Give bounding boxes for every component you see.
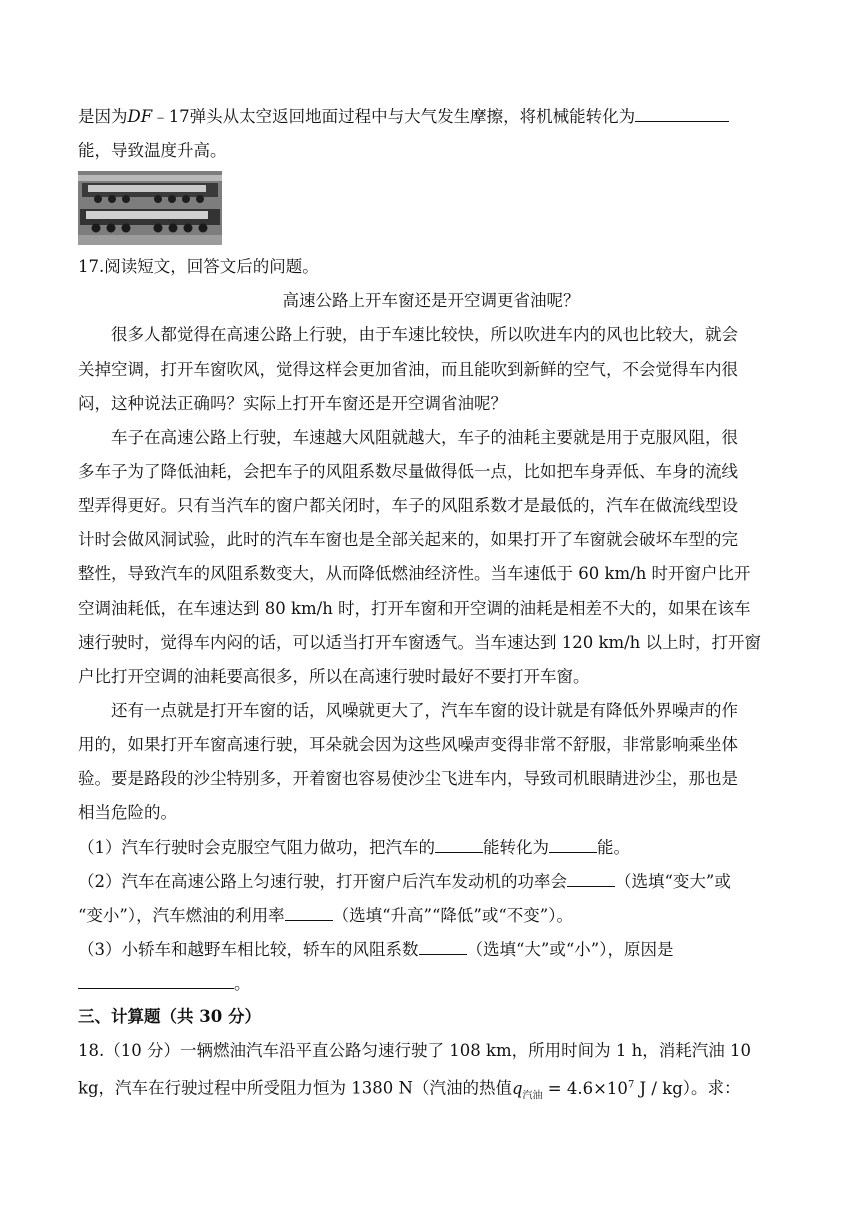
q18-line-1: 18.（10 分）一辆燃油汽车沿平直公路匀速行驶了 108 km，所用时间为 1 h，消耗汽油 10 xyxy=(78,1041,751,1060)
answer-blank[interactable] xyxy=(635,104,729,122)
p2-line-3: 型弄得更好。只有当汽车的窗户都关闭时，车子的风阻系数才是最低的，汽车在做流线型设 xyxy=(78,496,738,515)
answer-blank[interactable] xyxy=(567,869,615,887)
p3-line-2: 用的，如果打开车窗高速行驶，耳朵就会因为这些风噪声变得非常不舒服，非常影响乘坐体 xyxy=(78,735,738,754)
q16-line-2: 能，导致温度升高。 xyxy=(78,141,227,160)
p2-line-8: 户比打开空调的油耗要高很多，所以在高速行驶时最好不要打开车窗。 xyxy=(78,667,590,686)
p2-line-1: 车子在高速公路上行驶，车速越大风阻就越大，车子的油耗主要就是用于克服风阻，很 xyxy=(111,428,738,447)
sub-question-2-line-2: “变小”），汽车燃油的利用率 （选填“升高”“降低”或“不变”）。 xyxy=(78,903,573,928)
sub-question-2-line-1: （2）汽车在高速公路上匀速行驶，打开窗户后汽车发动机的功率会 （选填“变大”或 xyxy=(78,869,731,894)
answer-blank[interactable] xyxy=(78,971,234,989)
p2-line-7: 速行驶时，觉得车内闷的话，可以适当打开车窗透气。当车速达到 120 km/h 以上时，打开窗 xyxy=(78,633,762,652)
p2-line-4: 计时会做风洞试验，此时的汽车车窗也是全部关起来的，如果打开了车窗就会破坏车型的完 xyxy=(78,530,738,549)
sub-question-3-line-1: （3）小轿车和越野车相比较，轿车的风阻系数 （选填“大”或“小”），原因是 xyxy=(78,937,674,962)
answer-blank[interactable] xyxy=(285,903,333,921)
p3-line-4: 相当危险的。 xyxy=(78,803,177,822)
q16-line-1: 是因为DF﹣17弹头从太空返回地面过程中与大气发生摩擦，将机械能转化为 xyxy=(78,104,729,129)
answer-blank[interactable] xyxy=(419,937,467,955)
answer-blank[interactable] xyxy=(435,835,483,853)
section-heading: 三、计算题（共 30 分） xyxy=(78,1007,261,1026)
p2-line-5: 整性，导致汽车的风阻系数变大，从而降低燃油经济性。当车速低于 60 km/h 时开窗户比开 xyxy=(78,564,751,583)
p3-line-1: 还有一点就是打开车窗的话，风噪就更大了，汽车车窗的设计就是有降低外界噪声的作 xyxy=(111,701,738,720)
sub-question-1: （1）汽车行驶时会克服空气阻力做功，把汽车的 能转化为 能。 xyxy=(78,835,630,860)
p1-line-2: 关掉空调，打开车窗吹风，觉得这样会更加省油，而且能吹到新鲜的空气，不会觉得车内很 xyxy=(78,360,738,379)
q17-intro: 17.阅读短文，回答文后的问题。 xyxy=(78,257,319,276)
q18-line-2: kg，汽车在行驶过程中所受阻力恒为 1380 N（汽油的热值$q_{汽油} = 4.6\times 10^7$ J / kg）。求： xyxy=(78,1078,741,1101)
p3-line-3: 验。要是路段的沙尘特别多，开着窗也容易使沙尘飞进车内，导致司机眼睛进沙尘，那也是 xyxy=(78,769,738,788)
missile-vehicle-photo xyxy=(78,171,222,245)
p2-line-2: 多车子为了降低油耗，会把车子的风阻系数尽量做得低一点，比如把车身弄低、车身的流线 xyxy=(78,462,738,481)
heat-value-formula: $q_{汽油} = 4.6\times 10^7$ J / kg xyxy=(511,1078,683,1101)
p1-line-3: 闷，这种说法正确吗？实际上打开车窗还是开空调省油呢？ xyxy=(78,394,507,413)
p2-line-6: 空调油耗低，在车速达到 80 km/h 时，打开车窗和开空调的油耗是相差不大的，如果在该车 xyxy=(78,599,751,618)
article-title: 高速公路上开车窗还是开空调更省油呢？ xyxy=(282,291,580,310)
sub-question-3-line-2: 。 xyxy=(78,971,251,996)
p1-line-1: 很多人都觉得在高速公路上行驶，由于车速比较快，所以吹进车内的风也比较大，就会 xyxy=(111,325,738,344)
answer-blank[interactable] xyxy=(549,835,597,853)
